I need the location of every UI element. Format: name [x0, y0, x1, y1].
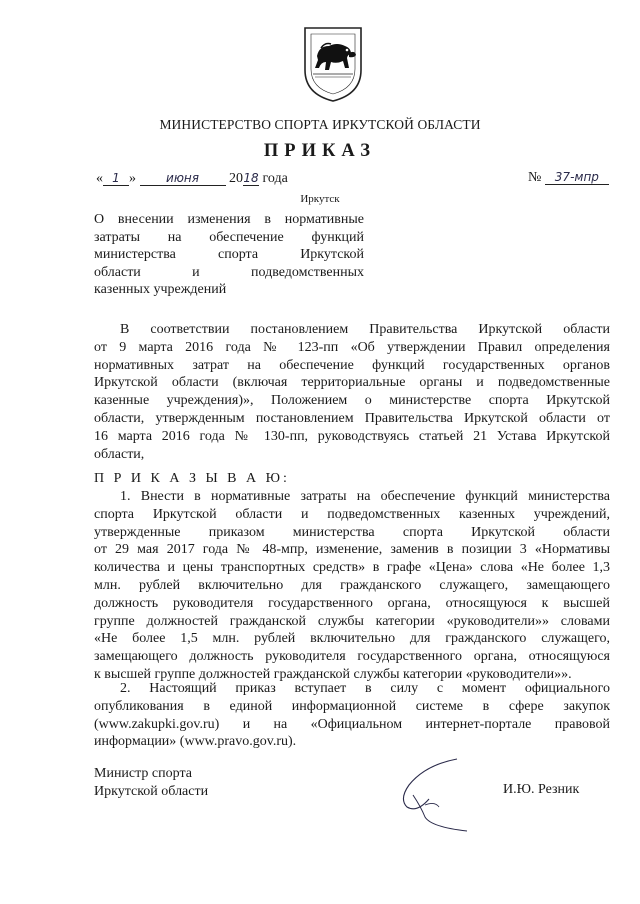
preamble-paragraph	[94, 321, 610, 463]
item-1-paragraph	[94, 488, 610, 684]
item-1-line: количества и цены транспортных средств» в графе «Цена» слова «Не более 1,3	[94, 560, 610, 576]
number-value: 37-мпр	[554, 170, 599, 184]
subject-block	[94, 211, 364, 299]
date-year-suffix: 18	[243, 171, 259, 185]
position-line: Иркутской области	[94, 783, 209, 799]
subject-line: области и подведомственных	[94, 264, 364, 280]
date-month: июня	[166, 171, 199, 185]
item-1-line: млн. рублей включительно для гражданского служащего, замещающего	[94, 577, 610, 593]
subject-line: О внесении изменения в нормативные	[94, 212, 364, 227]
preamble-line: 16 марта 2016 года № 130-пп, руководствуясь статьей 21 Устава Иркутской	[94, 428, 610, 444]
preamble-line: Иркутской области (включая территориальные органы и подведомственные	[94, 375, 610, 391]
item-2-paragraph	[94, 680, 610, 751]
item-2-line: (www.zakupki.gov.ru) и на «Официальном интернет-портале правовой	[94, 716, 610, 732]
coat-of-arms-icon	[301, 24, 365, 104]
date-close-quote: »	[129, 171, 136, 186]
signatory-position	[94, 765, 208, 800]
date-month-field	[140, 172, 226, 186]
preamble-line: казенные учреждения)», Положением о министерстве спорта Иркутской	[94, 393, 610, 409]
document-date	[96, 171, 288, 187]
item-2-line: опубликования в единой информационной системе в сфере закупок	[94, 698, 610, 714]
item-1-line: от 29 мая 2017 года № 48-мпр, изменение, заменив в позиции 3 «Нормативы	[94, 542, 610, 558]
signatory-name: И.Ю. Резник	[503, 782, 580, 797]
item-1-line: группе должностей гражданской службы категории «руководители»» словами	[94, 613, 610, 629]
document-title: ПРИКАЗ	[263, 141, 377, 161]
date-word: года	[262, 171, 288, 186]
preamble-line: от 9 марта 2016 года № 123-пп «Об утверждении Правил определения	[94, 339, 610, 355]
preamble-line: области,	[94, 446, 145, 462]
subject-line: казенных учреждений	[94, 282, 227, 297]
item-1-line: «Не более 1,5 млн. рублей включительно для гражданского служащего,	[94, 631, 610, 647]
order-heading: П Р И К А З Ы В А Ю:	[94, 471, 290, 486]
date-open-quote: «	[96, 171, 103, 186]
item-2-line: 2. Настоящий приказ вступает в силу с момент официального	[120, 681, 610, 696]
item-1-line: утвержденные приказом министерства спорта Иркутской области	[94, 524, 610, 540]
date-year-prefix: 20	[229, 171, 243, 186]
item-1-line: спорта Иркутской области и подведомственных казенных учреждений,	[94, 506, 610, 522]
item-1-line: 1. Внести в нормативные затраты на обеспечение функций министерства	[120, 489, 610, 504]
number-label: №	[528, 170, 542, 185]
preamble-line: В соответствии постановлением Правительства Иркутской области	[120, 322, 610, 337]
preamble-line: области, утвержденным постановлением Правительства Иркутской области от	[94, 410, 610, 426]
preamble-line: нормативных затрат на обеспечение функций государственных органов	[94, 357, 610, 373]
ministry-name: МИНИСТЕРСТВО СПОРТА ИРКУТСКОЙ ОБЛАСТИ	[159, 117, 481, 132]
date-day: 1	[112, 171, 120, 185]
date-day-field	[103, 172, 129, 186]
subject-line: затраты на обеспечение функций	[94, 229, 364, 245]
city-name: Иркутск	[300, 193, 340, 205]
position-line: Министр спорта	[94, 766, 192, 781]
item-1-line: должность руководителя государственного органа, относящуюся к высшей	[94, 595, 610, 611]
item-1-line: замещающего должность руководителя государственного органа, относящуюся	[94, 649, 610, 665]
handwritten-signature	[395, 755, 485, 835]
subject-line: министерства спорта Иркутской	[94, 247, 364, 262]
item-2-line: информации» (www.pravo.gov.ru).	[94, 734, 297, 750]
date-year-field	[243, 172, 259, 186]
item-1-line: к высшей группе должностей гражданской службы категории «руководители»».	[94, 666, 572, 682]
document-number	[528, 170, 609, 186]
number-field	[545, 171, 609, 185]
